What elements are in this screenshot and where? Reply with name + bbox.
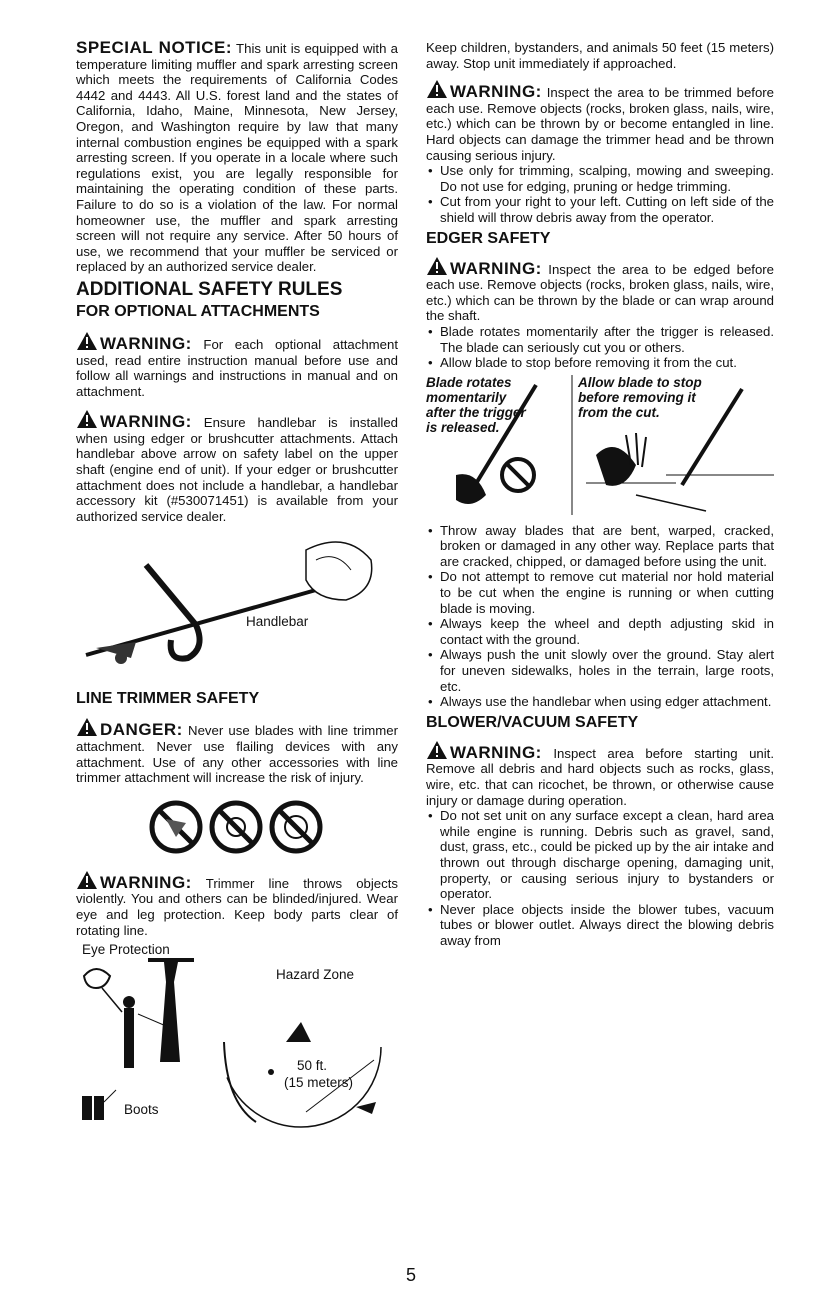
hazard-zone-label: Hazard Zone xyxy=(276,967,355,983)
special-notice-text: This unit is equipped with a temperature limiting muffler and spark arresting screen which meets the requirements of California Codes 4442 and 4443. All U.S. forest land and the states of California, Idaho, Maine, Minnesota, New Jersey, Oregon, and Washington require by law that many internal combustion engines be equipped with a spark arresting screen. If you operate in a locale where such regulations exist, you are legally responsible for maintaining the operating condition of these parts. Failure to do so is a violation of the law. For normal homeowner use, the muffler and spark arresting screen will not require any service. After 50 hours of use, we recommend that your muffler be serviced or replaced by an authorized service dealer. xyxy=(76,41,399,275)
blade-figure xyxy=(426,375,774,515)
hazard-zone-figure xyxy=(76,942,398,1132)
warning-handlebar xyxy=(76,409,398,524)
list-item: • Allow blade to stop before removing it from the cut. xyxy=(440,355,774,371)
trim-bullet-list xyxy=(426,163,774,225)
warning-inspect-trim xyxy=(426,79,774,163)
list-item: • Always keep the wheel and depth adjusting skid in contact with the ground. xyxy=(440,616,774,647)
prohibited-attachments-icons xyxy=(76,792,398,862)
warning-text: Ensure handlebar is installed when using edger or brushcutter attachments. Attach handlebar above arrow on safety label on the upper shaft (engine end of unit). If your edger or brushcutter attachment does not include a handlebar, a handlebar accessory kit (#530071451) is available from your authorized service dealer. xyxy=(76,415,398,524)
edger-safety-title: EDGER SAFETY xyxy=(426,229,551,247)
handlebar-label: Handlebar xyxy=(246,614,309,630)
danger-notice xyxy=(76,717,398,785)
danger-text: Never use blades with line trimmer attachment. Never use flailing devices with any attachment. Use of any other accessories with line trimmer attachment will increase the risk of injury. xyxy=(76,723,398,786)
blower-safety-title: BLOWER/VACUUM SAFETY xyxy=(426,713,639,731)
list-item: • Throw away blades that are bent, warped, cracked, broken or damaged in any other way. Replace parts that are cracked, chipped, or damaged before using the unit. xyxy=(440,523,774,570)
trimmer-handlebar-illustration xyxy=(76,530,398,680)
blower-bullet-list xyxy=(426,808,774,948)
distance-metric-label: (15 meters) xyxy=(284,1075,354,1091)
allow-blade-stop-caption: Allow blade to stop before removing it from the cut. xyxy=(578,374,702,420)
warning-text: Inspect the area to be trimmed before each use. Remove objects (rocks, broken glass, nails, wire, etc.) which can be thrown by or become entangled in line. Hard objects can damage the trimmer head and be thrown causing serious injury. xyxy=(426,85,774,163)
list-item: • Do not attempt to remove cut material nor hold material to be cut when the engine is running or when cutting blade is moving. xyxy=(440,569,774,616)
list-item: • Cut from your right to your left. Cutting on left side of the shield will throw debris away from the operator. xyxy=(440,194,774,225)
warning-triangle-icon xyxy=(76,717,98,737)
warning-text: Trimmer line throws objects violently. You and others can be blinded/injured. Wear eye and leg protection. Keep body parts clear of rotating line. xyxy=(76,875,398,938)
edger-bullet-list-2 xyxy=(426,523,774,710)
warning-triangle-icon xyxy=(76,409,98,429)
warning-label: WARNING: xyxy=(450,742,542,762)
warning-inspect-edge xyxy=(426,256,774,324)
list-item: • Use only for trimming, scalping, mowing and sweeping. Do not use for edging, pruning or hedge trimming. xyxy=(440,163,774,194)
warning-label: WARNING: xyxy=(100,412,192,432)
warning-label: WARNING: xyxy=(100,872,192,892)
blade-rotates-caption: Blade rotates momentarily after the trigger is released. xyxy=(426,374,526,435)
page-number: 5 xyxy=(406,1265,417,1285)
left-column xyxy=(76,40,398,1132)
bystander-notice: Keep children, bystanders, and animals 50 feet (15 meters) away. Stop unit immediately if approached. xyxy=(426,40,774,71)
warning-triangle-icon xyxy=(426,79,448,99)
warning-triangle-icon xyxy=(76,331,98,351)
warning-optional-attachments xyxy=(76,331,398,399)
special-notice xyxy=(76,40,398,275)
list-item: • Always use the handlebar when using edger attachment. xyxy=(440,694,774,710)
distance-label: 50 ft. xyxy=(297,1058,328,1074)
warning-inspect-blower xyxy=(426,740,774,808)
list-item: • Blade rotates momentarily after the trigger is released. The blade can seriously cut you or others. xyxy=(440,324,774,355)
warning-trimmer-line xyxy=(76,870,398,938)
warning-text: Inspect the area to be edged before each use. Remove objects (rocks, broken glass, nails, wire, etc.) which can be thrown by the blade or can wrap around the shaft. xyxy=(426,261,774,324)
handlebar-figure xyxy=(76,530,398,680)
warning-label: WARNING: xyxy=(450,258,542,278)
warning-triangle-icon xyxy=(76,870,98,890)
no-blade-icons xyxy=(76,792,398,862)
warning-label: WARNING: xyxy=(450,82,542,102)
special-notice-label: SPECIAL NOTICE: xyxy=(76,38,233,57)
line-trimmer-title: LINE TRIMMER SAFETY xyxy=(76,690,260,708)
list-item: • Never place objects inside the blower tubes, vacuum tubes or blower outlet. Always direct the blowing debris away from xyxy=(440,902,774,949)
boots-label: Boots xyxy=(124,1102,159,1118)
edger-bullet-list xyxy=(426,324,774,371)
warning-text: For each optional attachment used, read entire instruction manual before use and follow all warnings and instructions in manual and on attachment. xyxy=(76,336,398,399)
additional-safety-title: ADDITIONAL SAFETY RULES xyxy=(76,278,343,300)
right-column xyxy=(426,40,774,949)
warning-label: WARNING: xyxy=(100,333,192,353)
eye-protection-label: Eye Protection xyxy=(82,942,170,958)
list-item: • Always push the unit slowly over the ground. Stay alert for uneven sidewalks, holes in the terrain, large roots, etc. xyxy=(440,647,774,694)
additional-safety-subtitle: FOR OPTIONAL ATTACHMENTS xyxy=(76,302,320,320)
warning-text: Inspect area before starting unit. Remove all debris and hard objects such as rocks, glass, wire, etc. that can ricochet, be thrown, or otherwise cause injury or damage during operation. xyxy=(426,745,774,808)
warning-triangle-icon xyxy=(426,256,448,276)
warning-triangle-icon xyxy=(426,740,448,760)
danger-label: DANGER: xyxy=(100,720,183,740)
list-item: • Do not set unit on any surface except a clean, hard area while engine is running. Debris such as gravel, sand, dust, grass, etc., could be picked up by the air intake and thrown out through discharge opening, damaging unit, property, or causing serious injury to bystanders or operator. xyxy=(440,808,774,902)
